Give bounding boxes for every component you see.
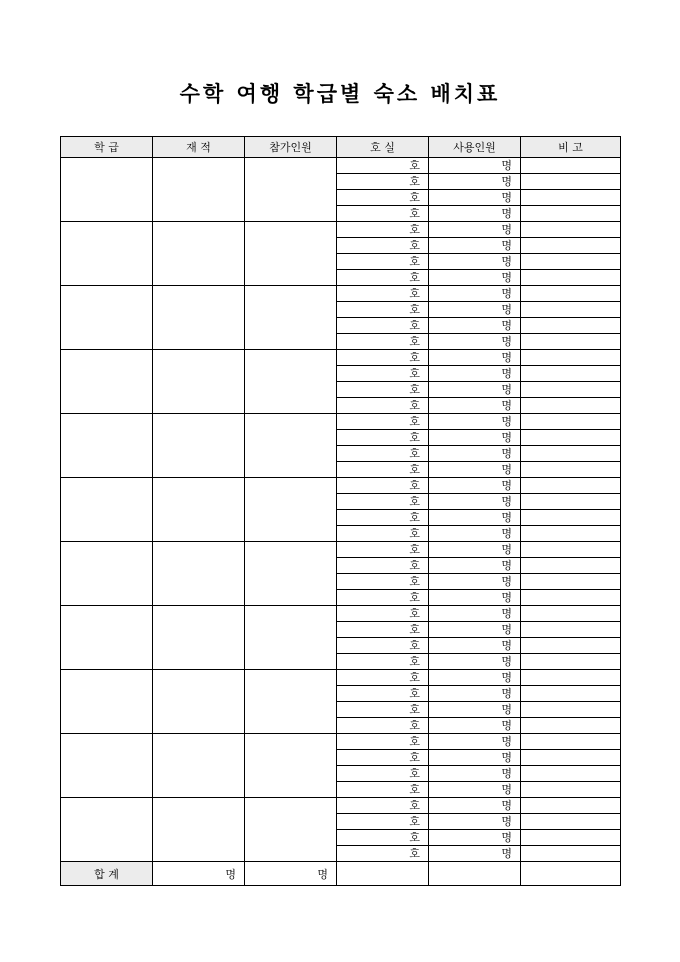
occupants-cell[interactable]: 명	[429, 670, 521, 686]
enrolled-cell[interactable]	[153, 158, 245, 222]
total-remarks-cell[interactable]	[521, 862, 621, 886]
class-cell[interactable]	[61, 222, 153, 286]
participants-cell[interactable]	[245, 542, 337, 606]
occupants-cell[interactable]: 명	[429, 510, 521, 526]
remarks-cell[interactable]	[521, 782, 621, 798]
remarks-cell[interactable]	[521, 526, 621, 542]
enrolled-cell[interactable]	[153, 670, 245, 734]
room-cell[interactable]: 호	[337, 158, 429, 174]
class-cell[interactable]	[61, 606, 153, 670]
enrolled-cell[interactable]	[153, 350, 245, 414]
occupants-cell[interactable]: 명	[429, 222, 521, 238]
occupants-cell[interactable]: 명	[429, 398, 521, 414]
occupants-cell[interactable]: 명	[429, 718, 521, 734]
room-cell[interactable]: 호	[337, 318, 429, 334]
table-row	[61, 414, 621, 430]
room-cell[interactable]: 호	[337, 238, 429, 254]
remarks-cell[interactable]	[521, 382, 621, 398]
remarks-cell[interactable]	[521, 350, 621, 366]
table-row	[61, 734, 621, 750]
class-cell[interactable]	[61, 734, 153, 798]
table-row	[61, 670, 621, 686]
occupants-cell[interactable]: 명	[429, 302, 521, 318]
class-cell[interactable]	[61, 286, 153, 350]
participants-cell[interactable]	[245, 606, 337, 670]
occupants-cell[interactable]: 명	[429, 782, 521, 798]
remarks-cell[interactable]	[521, 766, 621, 782]
total-participants-cell[interactable]: 명	[245, 862, 337, 886]
occupants-cell[interactable]: 명	[429, 766, 521, 782]
page-title: 수학 여행 학급별 숙소 배치표	[179, 81, 501, 106]
remarks-cell[interactable]	[521, 798, 621, 814]
participants-cell[interactable]	[245, 350, 337, 414]
table-row	[61, 798, 621, 814]
remarks-cell[interactable]	[521, 302, 621, 318]
header-room: 호 실	[337, 137, 429, 158]
remarks-cell[interactable]	[521, 542, 621, 558]
room-cell[interactable]: 호	[337, 478, 429, 494]
room-cell[interactable]: 호	[337, 510, 429, 526]
room-cell[interactable]: 호	[337, 302, 429, 318]
remarks-cell[interactable]	[521, 558, 621, 574]
remarks-cell[interactable]	[521, 430, 621, 446]
remarks-cell[interactable]	[521, 206, 621, 222]
occupants-cell[interactable]: 명	[429, 430, 521, 446]
occupants-cell[interactable]: 명	[429, 334, 521, 350]
remarks-cell[interactable]	[521, 462, 621, 478]
room-cell[interactable]: 호	[337, 414, 429, 430]
remarks-cell[interactable]	[521, 654, 621, 670]
occupants-cell[interactable]: 명	[429, 158, 521, 174]
enrolled-cell[interactable]	[153, 222, 245, 286]
remarks-cell[interactable]	[521, 478, 621, 494]
remarks-cell[interactable]	[521, 718, 621, 734]
occupants-cell[interactable]: 명	[429, 286, 521, 302]
occupants-cell[interactable]: 명	[429, 590, 521, 606]
remarks-cell[interactable]	[521, 638, 621, 654]
room-cell[interactable]: 호	[337, 398, 429, 414]
header-enrolled: 재 적	[153, 137, 245, 158]
occupants-cell[interactable]: 명	[429, 238, 521, 254]
participants-cell[interactable]	[245, 286, 337, 350]
room-cell[interactable]: 호	[337, 270, 429, 286]
room-cell[interactable]: 호	[337, 814, 429, 830]
participants-cell[interactable]	[245, 798, 337, 862]
class-cell[interactable]	[61, 542, 153, 606]
participants-cell[interactable]	[245, 478, 337, 542]
remarks-cell[interactable]	[521, 670, 621, 686]
table-row	[61, 222, 621, 238]
accommodation-table	[60, 136, 621, 886]
room-cell[interactable]: 호	[337, 638, 429, 654]
occupants-cell[interactable]: 명	[429, 558, 521, 574]
class-cell[interactable]	[61, 798, 153, 862]
remarks-cell[interactable]	[521, 270, 621, 286]
remarks-cell[interactable]	[521, 510, 621, 526]
occupants-cell[interactable]: 명	[429, 174, 521, 190]
remarks-cell[interactable]	[521, 590, 621, 606]
occupants-cell[interactable]: 명	[429, 494, 521, 510]
remarks-cell[interactable]	[521, 814, 621, 830]
total-occupants-cell[interactable]	[429, 862, 521, 886]
remarks-cell[interactable]	[521, 334, 621, 350]
occupants-cell[interactable]: 명	[429, 798, 521, 814]
room-cell[interactable]: 호	[337, 830, 429, 846]
room-cell[interactable]: 호	[337, 670, 429, 686]
occupants-cell[interactable]: 명	[429, 814, 521, 830]
room-cell[interactable]: 호	[337, 222, 429, 238]
enrolled-cell[interactable]	[153, 478, 245, 542]
table-row	[61, 542, 621, 558]
occupants-cell[interactable]: 명	[429, 846, 521, 862]
remarks-cell[interactable]	[521, 702, 621, 718]
room-cell[interactable]: 호	[337, 382, 429, 398]
class-cell[interactable]	[61, 350, 153, 414]
header-occupants: 사용인원	[429, 137, 521, 158]
room-cell[interactable]: 호	[337, 782, 429, 798]
table-body	[61, 158, 621, 862]
occupants-cell[interactable]: 명	[429, 654, 521, 670]
header-row	[61, 137, 621, 158]
room-cell[interactable]: 호	[337, 174, 429, 190]
participants-cell[interactable]	[245, 734, 337, 798]
participants-cell[interactable]	[245, 222, 337, 286]
remarks-cell[interactable]	[521, 734, 621, 750]
room-cell[interactable]: 호	[337, 590, 429, 606]
remarks-cell[interactable]	[521, 158, 621, 174]
table-row	[61, 478, 621, 494]
occupants-cell[interactable]: 명	[429, 350, 521, 366]
remarks-cell[interactable]	[521, 286, 621, 302]
room-cell[interactable]: 호	[337, 846, 429, 862]
participants-cell[interactable]	[245, 158, 337, 222]
room-cell[interactable]: 호	[337, 286, 429, 302]
enrolled-cell[interactable]	[153, 798, 245, 862]
remarks-cell[interactable]	[521, 606, 621, 622]
remarks-cell[interactable]	[521, 222, 621, 238]
occupants-cell[interactable]: 명	[429, 542, 521, 558]
room-cell[interactable]: 호	[337, 558, 429, 574]
enrolled-cell[interactable]	[153, 542, 245, 606]
occupants-cell[interactable]: 명	[429, 270, 521, 286]
total-room-cell[interactable]	[337, 862, 429, 886]
enrolled-cell[interactable]	[153, 606, 245, 670]
room-cell[interactable]: 호	[337, 446, 429, 462]
occupants-cell[interactable]: 명	[429, 574, 521, 590]
room-cell[interactable]: 호	[337, 718, 429, 734]
remarks-cell[interactable]	[521, 238, 621, 254]
occupants-cell[interactable]: 명	[429, 622, 521, 638]
remarks-cell[interactable]	[521, 574, 621, 590]
room-cell[interactable]: 호	[337, 366, 429, 382]
remarks-cell[interactable]	[521, 174, 621, 190]
room-cell[interactable]: 호	[337, 798, 429, 814]
room-cell[interactable]: 호	[337, 494, 429, 510]
table-row	[61, 286, 621, 302]
remarks-cell[interactable]	[521, 414, 621, 430]
occupants-cell[interactable]: 명	[429, 446, 521, 462]
remarks-cell[interactable]	[521, 494, 621, 510]
occupants-cell[interactable]: 명	[429, 606, 521, 622]
room-cell[interactable]: 호	[337, 606, 429, 622]
occupants-cell[interactable]: 명	[429, 206, 521, 222]
remarks-cell[interactable]	[521, 398, 621, 414]
occupants-cell[interactable]: 명	[429, 526, 521, 542]
class-cell[interactable]	[61, 414, 153, 478]
occupants-cell[interactable]: 명	[429, 190, 521, 206]
room-cell[interactable]: 호	[337, 702, 429, 718]
table-row	[61, 606, 621, 622]
room-cell[interactable]: 호	[337, 622, 429, 638]
remarks-cell[interactable]	[521, 622, 621, 638]
room-cell[interactable]: 호	[337, 206, 429, 222]
room-cell[interactable]: 호	[337, 750, 429, 766]
room-cell[interactable]: 호	[337, 734, 429, 750]
occupants-cell[interactable]: 명	[429, 414, 521, 430]
remarks-cell[interactable]	[521, 318, 621, 334]
remarks-cell[interactable]	[521, 846, 621, 862]
class-cell[interactable]	[61, 478, 153, 542]
remarks-cell[interactable]	[521, 190, 621, 206]
remarks-cell[interactable]	[521, 686, 621, 702]
occupants-cell[interactable]: 명	[429, 734, 521, 750]
occupants-cell[interactable]: 명	[429, 462, 521, 478]
room-cell[interactable]: 호	[337, 526, 429, 542]
occupants-cell[interactable]: 명	[429, 318, 521, 334]
remarks-cell[interactable]	[521, 750, 621, 766]
room-cell[interactable]: 호	[337, 430, 429, 446]
occupants-cell[interactable]: 명	[429, 382, 521, 398]
room-cell[interactable]: 호	[337, 686, 429, 702]
participants-cell[interactable]	[245, 670, 337, 734]
room-cell[interactable]: 호	[337, 190, 429, 206]
total-label: 합 계	[61, 862, 153, 886]
header-participants: 참가인원	[245, 137, 337, 158]
class-cell[interactable]	[61, 670, 153, 734]
table-row	[61, 158, 621, 174]
occupants-cell[interactable]: 명	[429, 686, 521, 702]
enrolled-cell[interactable]	[153, 286, 245, 350]
room-cell[interactable]: 호	[337, 542, 429, 558]
enrolled-cell[interactable]	[153, 734, 245, 798]
occupants-cell[interactable]: 명	[429, 254, 521, 270]
room-cell[interactable]: 호	[337, 654, 429, 670]
remarks-cell[interactable]	[521, 830, 621, 846]
room-cell[interactable]: 호	[337, 574, 429, 590]
table-row	[61, 350, 621, 366]
participants-cell[interactable]	[245, 414, 337, 478]
room-cell[interactable]: 호	[337, 334, 429, 350]
room-cell[interactable]: 호	[337, 462, 429, 478]
occupants-cell[interactable]: 명	[429, 478, 521, 494]
enrolled-cell[interactable]	[153, 414, 245, 478]
remarks-cell[interactable]	[521, 254, 621, 270]
total-enrolled-cell[interactable]: 명	[153, 862, 245, 886]
class-cell[interactable]	[61, 158, 153, 222]
header-class: 학 급	[61, 137, 153, 158]
header-remarks: 비 고	[521, 137, 621, 158]
total-row	[61, 862, 621, 886]
occupants-cell[interactable]: 명	[429, 702, 521, 718]
occupants-cell[interactable]: 명	[429, 638, 521, 654]
room-cell[interactable]: 호	[337, 254, 429, 270]
remarks-cell[interactable]	[521, 446, 621, 462]
occupants-cell[interactable]: 명	[429, 830, 521, 846]
occupants-cell[interactable]: 명	[429, 366, 521, 382]
occupants-cell[interactable]: 명	[429, 750, 521, 766]
room-cell[interactable]: 호	[337, 766, 429, 782]
remarks-cell[interactable]	[521, 366, 621, 382]
room-cell[interactable]: 호	[337, 350, 429, 366]
